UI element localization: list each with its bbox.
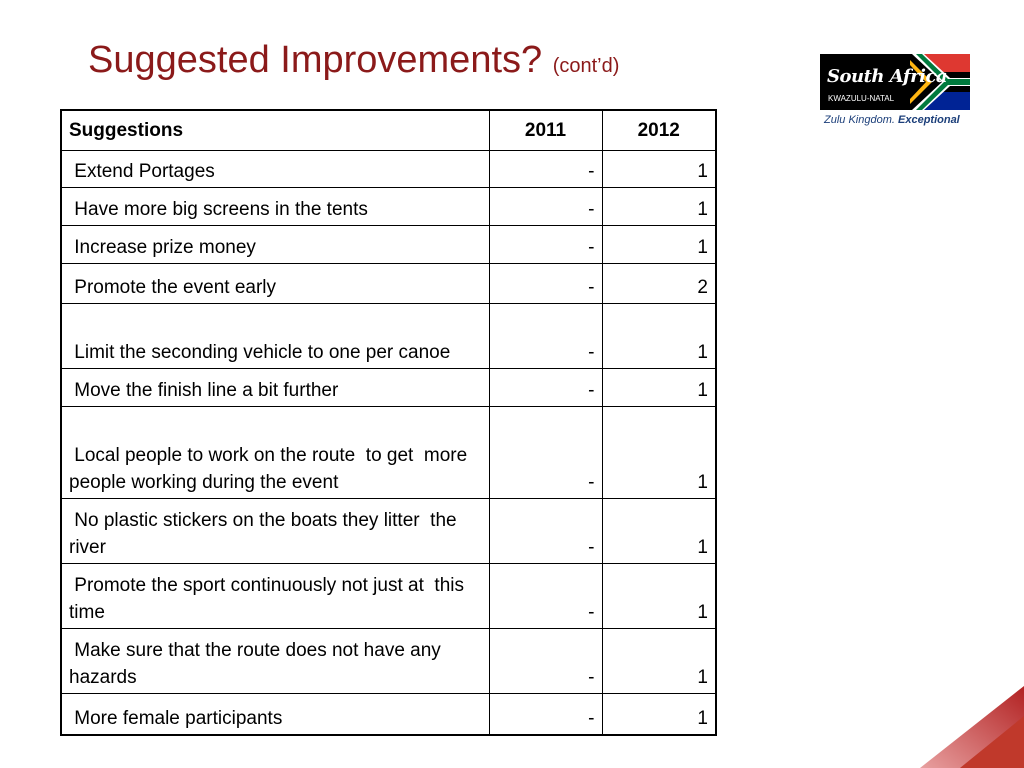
logo-region: KWAZULU-NATAL <box>828 94 895 103</box>
table-row <box>61 499 716 564</box>
table-row <box>61 629 716 694</box>
table-row <box>61 264 716 304</box>
suggestion-cell: Local people to work on the route to get more people working during the event <box>61 407 489 499</box>
header-suggestions: Suggestions <box>61 110 489 151</box>
value-2011-cell: - <box>489 226 602 264</box>
value-2011-cell: - <box>489 369 602 407</box>
logo-wordmark: South Africa <box>827 66 948 87</box>
value-2011-cell: - <box>489 407 602 499</box>
value-2012-cell: 1 <box>602 499 716 564</box>
suggestion-cell: Promote the event early <box>61 264 489 304</box>
table-row <box>61 226 716 264</box>
value-2011-cell: - <box>489 264 602 304</box>
header-2012: 2012 <box>602 110 716 151</box>
suggestion-cell: Promote the sport continuously not just at this time <box>61 564 489 629</box>
suggestion-cell: Have more big screens in the tents <box>61 188 489 226</box>
value-2011-cell: - <box>489 151 602 188</box>
slide-subtitle: (cont’d) <box>552 55 620 77</box>
value-2011-cell: - <box>489 694 602 735</box>
table-row <box>61 188 716 226</box>
value-2011-cell: - <box>489 499 602 564</box>
value-2012-cell: 1 <box>602 369 716 407</box>
value-2011-cell: - <box>489 629 602 694</box>
table-row <box>61 369 716 407</box>
suggestion-cell: Increase prize money <box>61 226 489 264</box>
table-row <box>61 407 716 499</box>
logo-tagline-bold: Exceptional <box>898 114 960 126</box>
value-2012-cell: 2 <box>602 264 716 304</box>
suggestion-cell: Move the finish line a bit further <box>61 369 489 407</box>
corner-decoration <box>920 678 1024 768</box>
suggestion-cell: No plastic stickers on the boats they litter the river <box>61 499 489 564</box>
suggestion-cell: Make sure that the route does not have any hazards <box>61 629 489 694</box>
value-2011-cell: - <box>489 188 602 226</box>
table-row <box>61 151 716 188</box>
value-2012-cell: 1 <box>602 629 716 694</box>
south-africa-logo <box>820 54 970 129</box>
table-row <box>61 304 716 369</box>
header-2011: 2011 <box>489 110 602 151</box>
logo-tagline <box>824 114 960 126</box>
table-row <box>61 694 716 735</box>
value-2012-cell: 1 <box>602 694 716 735</box>
suggestion-cell: Extend Portages <box>61 151 489 188</box>
slide-title <box>88 38 619 88</box>
value-2012-cell: 1 <box>602 226 716 264</box>
table-header-row <box>61 110 716 151</box>
value-2012-cell: 1 <box>602 304 716 369</box>
value-2012-cell: 1 <box>602 407 716 499</box>
value-2012-cell: 1 <box>602 564 716 629</box>
value-2012-cell: 1 <box>602 151 716 188</box>
value-2011-cell: - <box>489 564 602 629</box>
value-2011-cell: - <box>489 304 602 369</box>
suggestion-cell: Limit the seconding vehicle to one per canoe <box>61 304 489 369</box>
table-row <box>61 564 716 629</box>
logo-tagline-main: Zulu Kingdom. <box>824 114 895 126</box>
suggestions-table <box>60 109 717 736</box>
value-2012-cell: 1 <box>602 188 716 226</box>
suggestion-cell: More female participants <box>61 694 489 735</box>
slide-title-text: Suggested Improvements? <box>88 39 543 81</box>
